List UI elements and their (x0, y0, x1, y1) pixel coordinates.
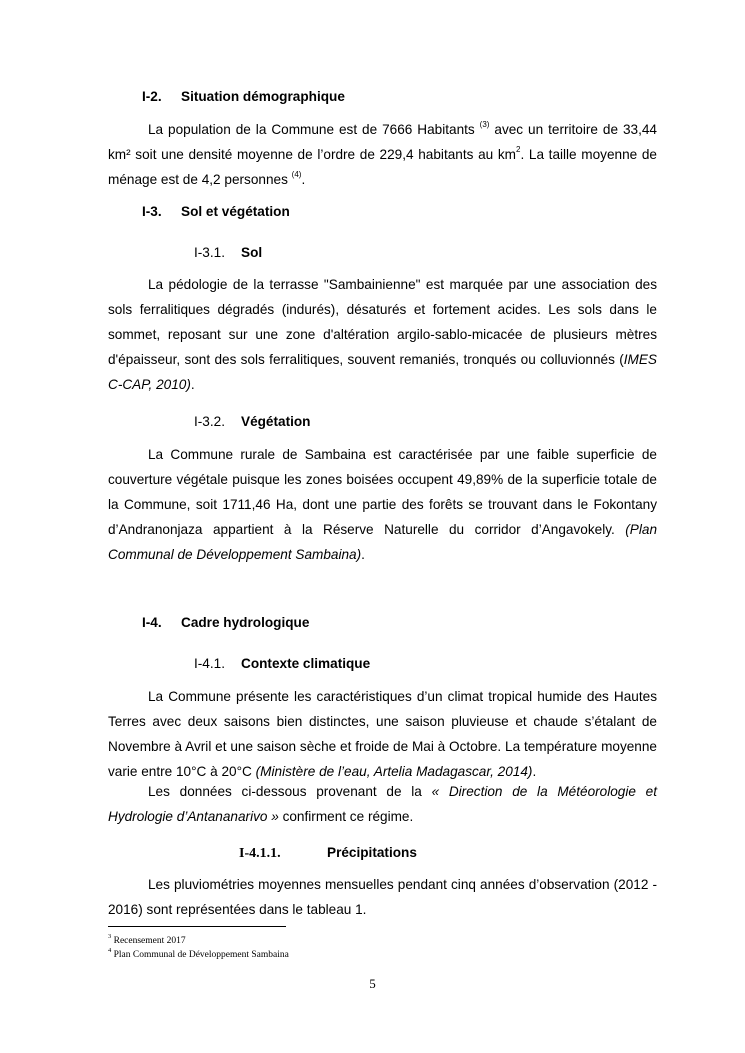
heading-number: I-3.2. (194, 414, 225, 429)
text: Les données ci-dessous provenant de la (148, 784, 432, 799)
citation: IMES C-CAP, 2010) (108, 352, 657, 392)
text: Les pluviométries moyennes mensuelles pendant cinq années d’observation (2012 - 2016) sont représentées dans le tableau 1. (108, 877, 657, 917)
heading-sol-et-vegetation (142, 204, 290, 220)
heading-situation-demographique (142, 89, 345, 105)
page-number: 5 (369, 976, 376, 991)
heading-precipitations (239, 845, 417, 862)
heading-contexte-climatique (194, 656, 370, 672)
text: La pédologie de la terrasse "Sambainienne" est marquée par une association des sols ferralitiques dégradés (indurés), désaturés et fortement acides. Les sols dans le sommet, reposant sur une zone d'altération argilo-sablo-micacée de plusieurs mètres d'épaisseur, sont des sols ferralitiques, souvent remaniés, tronqués ou colluvionnés ( (108, 277, 657, 367)
paragraph-climat (108, 684, 657, 784)
heading-vegetation (194, 414, 311, 430)
heading-title: Sol (241, 245, 263, 260)
footnote-text: Plan Communal de Développement Sambaina (113, 950, 289, 960)
heading-number: I-2. (142, 89, 162, 104)
heading-number: I-4.1. (194, 656, 225, 671)
footnote-text: Recensement 2017 (113, 936, 186, 946)
text: avec un territoire de 33,44 km² soit une densité moyenne de l’ordre de 229,4 habitants au km (108, 122, 657, 162)
superscript-2: 2 (515, 145, 521, 155)
text: La population de la Commune est de 7666 Habitants (148, 122, 480, 137)
citation: « Direction de la Météorologie et Hydrologie d’Antananarivo » (108, 784, 658, 824)
text: . (532, 764, 537, 779)
text: La Commune présente les caractéristiques d’un climat tropical humide des Hautes Terres avec deux saisons bien distinctes, une saison pluvieuse et chaude s’étalant de Novembre à Avril et une saison sèche et froide de Mai à Octobre. La température moyenne varie entre 10°C à 20°C (108, 689, 657, 779)
paragraph-donnees (108, 779, 657, 829)
heading-title: Précipitations (327, 845, 417, 860)
footnote-3 (108, 932, 186, 947)
heading-number: I-3.1. (194, 245, 225, 260)
paragraph-pluviometrie (108, 872, 657, 922)
text: La Commune rurale de Sambaina est caractérisée par une faible superficie de couverture végétale puisque les zones boisées occupent 49,89% de la superficie totale de la Commune, soit 1711,46 Ha, dont une partie des forêts se trouvant dans le Fokontany d’Andranonjaza appartient à la Réserve Naturelle du corridor d’Angavokely. (108, 447, 657, 537)
footnote-number: 4 (108, 946, 112, 954)
paragraph-demographie (108, 117, 657, 192)
paragraph-vegetation (108, 442, 657, 567)
footnote-separator (108, 926, 286, 927)
heading-title: Végétation (241, 414, 311, 429)
citation: (Plan Communal de Développement Sambaina) (108, 522, 657, 562)
heading-sol (194, 245, 262, 261)
text: . (301, 172, 306, 187)
footnote-ref-4: (4) (291, 170, 302, 180)
citation: (Ministère de l’eau, Artelia Madagascar, 2014) (255, 764, 533, 779)
text: . (361, 547, 365, 562)
heading-title: Contexte climatique (241, 656, 371, 671)
heading-number: I-4. (142, 615, 162, 630)
footnote-ref-3: (3) (479, 120, 490, 130)
heading-number: I-4.1.1. (239, 846, 281, 861)
heading-title: Situation démographique (181, 89, 345, 104)
footnote-number: 3 (108, 932, 112, 940)
text: . (190, 377, 195, 392)
heading-title: Cadre hydrologique (181, 615, 310, 630)
text: . La taille moyenne de ménage est de 4,2 personnes (108, 147, 657, 187)
footnote-4 (108, 946, 289, 961)
text: confirment ce régime. (278, 809, 414, 824)
paragraph-sol (108, 272, 657, 397)
heading-cadre-hydrologique (142, 615, 309, 631)
heading-title: Sol et végétation (181, 204, 290, 219)
heading-number: I-3. (142, 204, 162, 219)
